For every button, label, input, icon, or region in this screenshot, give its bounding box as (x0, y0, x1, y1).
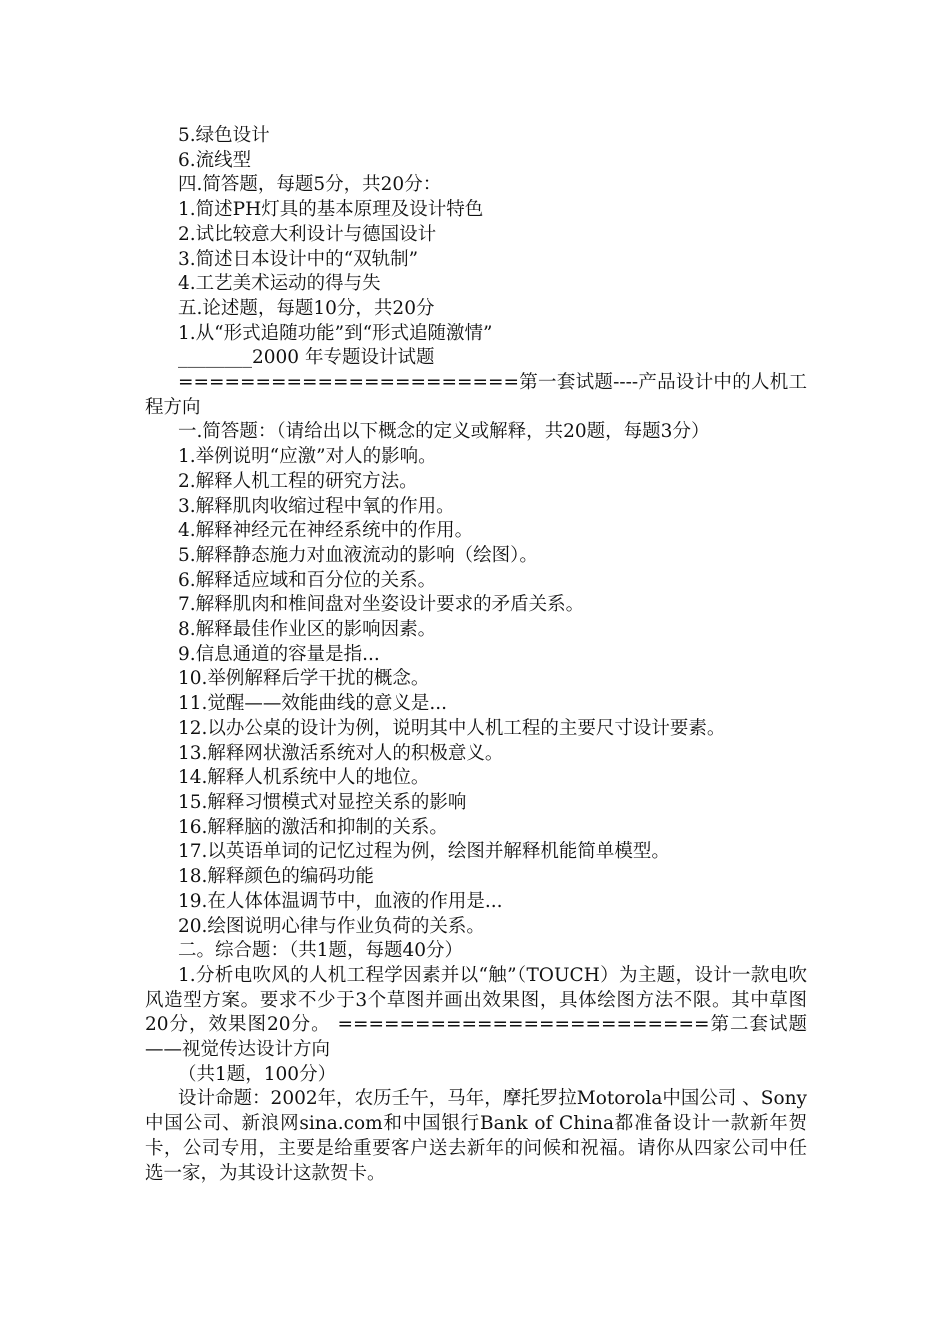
text-line: 1.从“形式追随功能”到“形式追随激情” (178, 322, 493, 344)
question-item: 7.解释肌肉和椎间盘对坐姿设计要求的矛盾关系。 (178, 594, 585, 616)
question-item: 4.解释神经元在神经系统中的作用。 (178, 520, 474, 542)
question-item: 10.举例解释后学干扰的概念。 (178, 668, 430, 690)
section-heading: 五.论述题，每题10分，共20分 (178, 297, 435, 319)
question-item: 14.解释人机系统中人的地位。 (178, 767, 430, 789)
question-item: 18.解释颜色的编码功能 (178, 866, 374, 888)
question-item: 16.解释脑的激活和抑制的关系。 (178, 816, 448, 838)
question-item: 1.举例说明“应激”对人的影响。 (178, 446, 437, 468)
question-item: 17.以英语单词的记忆过程为例，绘图并解释机能简单模型。 (178, 841, 670, 863)
section-heading: 二。综合题：（共1题，每题40分） (178, 940, 464, 962)
question-item: 9.信息通道的容量是指... (178, 643, 380, 665)
question-item: 2.解释人机工程的研究方法。 (178, 470, 418, 492)
exam-set-heading: ======================第一套试题----产品设计中的人机工程方向 (145, 372, 807, 418)
text-line: 6.流线型 (178, 149, 252, 171)
question-item: 8.解释最佳作业区的影响因素。 (178, 619, 437, 641)
question-paragraph: 1.分析电吹风的人机工程学因素并以“触”（TOUCH）为主题，设计一款电吹风造型方案。要求不少于3个草图并画出效果图，具体绘图方法不限。其中草图20分，效果图20分。 ========================第二套试题——视觉传达设计方向 (145, 964, 807, 1061)
question-item: 15.解释习惯模式对显控关系的影响 (178, 791, 467, 813)
question-item: 3.解释肌肉收缩过程中氧的作用。 (178, 495, 455, 517)
question-item: 20.绘图说明心律与作业负荷的关系。 (178, 915, 485, 937)
question-item: 5.解释静态施力对血液流动的影响（绘图）。 (178, 544, 538, 566)
section-heading: 一.简答题：（请给出以下概念的定义或解释，共20题，每题3分） (178, 421, 710, 443)
design-brief-paragraph: 设计命题：2002年，农历壬午，马年，摩托罗拉Motorola中国公司 、Sony中国公司、新浪网sina.com和中国银行Bank of China都准备设计一款新年贺卡，公司专用，主要是给重要客户送去新年的问候和祝福。请你从四家公司中任选一家，为其设计这款贺卡。 (145, 1088, 807, 1184)
exam-title: ________2000 年专题设计试题 (178, 347, 435, 369)
text-line: 1.简述PH灯具的基本原理及设计特色 (178, 199, 484, 221)
text-line: 3.简述日本设计中的“双轨制” (178, 248, 419, 270)
question-item: 6.解释适应域和百分位的关系。 (178, 569, 437, 591)
question-item: 13.解释网状激活系统对人的积极意义。 (178, 742, 504, 764)
score-note: （共1题，100分） (178, 1063, 337, 1085)
section-heading: 四.简答题，每题5分，共20分： (178, 174, 442, 196)
text-line: 5.绿色设计 (178, 125, 270, 146)
question-item: 12.以办公桌的设计为例，说明其中人机工程的主要尺寸设计要素。 (178, 717, 726, 739)
document-page (145, 124, 807, 1186)
question-item: 19.在人体体温调节中，血液的作用是... (178, 890, 503, 912)
text-line: 2.试比较意大利设计与德国设计 (178, 223, 437, 245)
question-item: 11.觉醒——效能曲线的意义是... (178, 693, 448, 715)
text-line: 4.工艺美术运动的得与失 (178, 273, 381, 295)
